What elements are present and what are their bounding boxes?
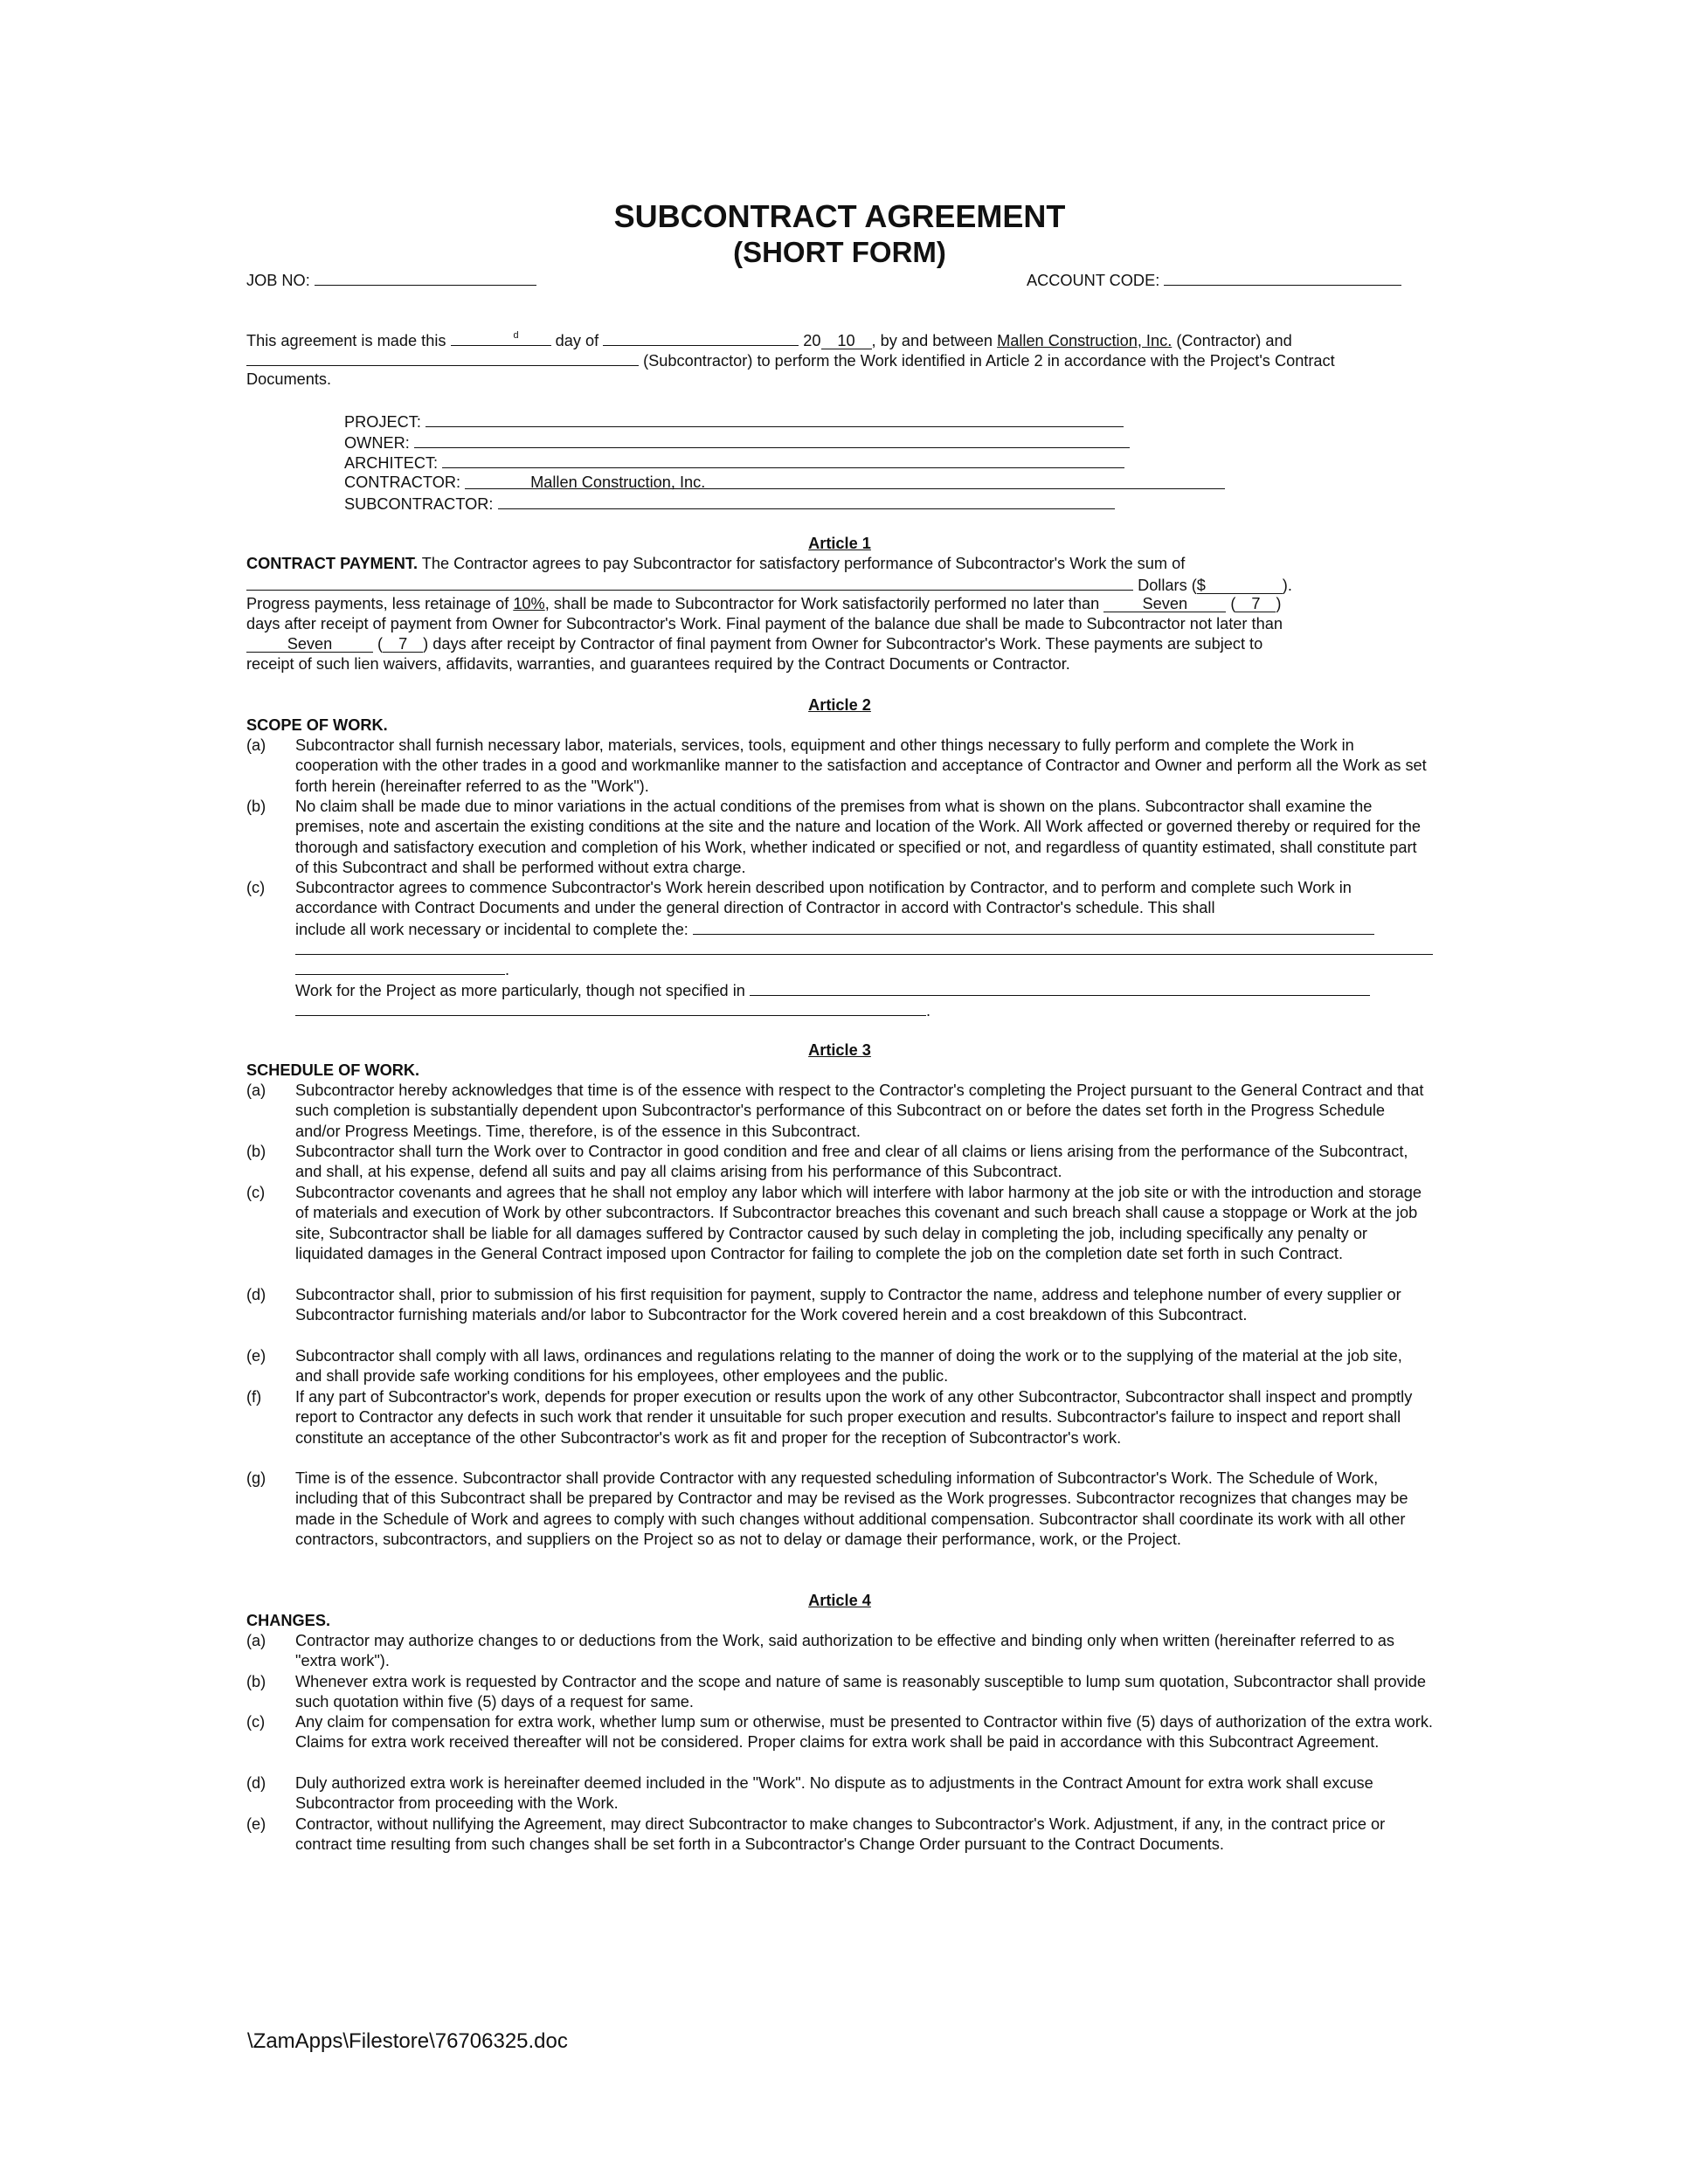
owner-label: OWNER:: [344, 434, 410, 452]
final-days-number-value: 7: [398, 635, 408, 653]
article-1-line-5: Seven ( 7 ) days after receipt by Contractor of final payment from Owner for Subcontractor's Work. These payments are subject to: [246, 634, 1263, 654]
architect-field[interactable]: [442, 452, 1124, 468]
article-2-title: SCOPE OF WORK.: [246, 716, 388, 734]
progress-days-word-value: Seven: [1142, 595, 1188, 612]
article-1-title: CONTRACT PAYMENT.: [246, 555, 419, 572]
article-3-title: SCHEDULE OF WORK.: [246, 1061, 420, 1079]
scope-field-row-5: .: [295, 999, 930, 1021]
final-days-words[interactable]: [246, 636, 373, 653]
file-path-footer: \ZamApps\Filestore\76706325.doc: [247, 2029, 568, 2053]
intro-line-1: [246, 329, 1292, 351]
item-label: (b): [246, 798, 266, 815]
contractor-row: [344, 473, 1225, 493]
subcontractor-field[interactable]: [246, 349, 639, 366]
sum-words-field[interactable]: [246, 574, 1133, 591]
item-text: Duly authorized extra work is hereinafter deemed included in the "Work". No dispute as to adjustments in the Contract Amount for extra work shall excuse Subcontractor from proceeding with the Work.: [295, 1774, 1373, 1813]
item-label: (g): [246, 1469, 266, 1487]
item-text: Subcontractor shall, prior to submission of his first requisition for payment, supply to Contractor the name, address and telephone number of every supplier or Subcontractor furnishing materials and/or labor to Subcontractor for the Work covered herein and a cost breakdown of this Subcontract.: [295, 1286, 1401, 1324]
article-4-title: CHANGES.: [246, 1612, 330, 1629]
item-text: Contractor may authorize changes to or deductions from the Work, said authorization to be effective and binding only when written (hereinafter referred to as "extra work").: [295, 1632, 1394, 1670]
job-no-field[interactable]: [315, 269, 536, 286]
scope-field-1[interactable]: [693, 918, 1374, 935]
item-text: Subcontractor shall turn the Work over to Contractor in good condition and free and clear of all claims or liens arising from the performance of the Subcontract, and shall, at his expense, defend all suits and pay all claims arising from his performance of this Subcontract.: [295, 1143, 1408, 1181]
scope-field-2[interactable]: [295, 938, 1433, 955]
contractor-label: CONTRACTOR:: [344, 473, 461, 491]
year-prefix: 20: [803, 332, 821, 349]
item-text: Subcontractor agrees to commence Subcontractor's Work herein described upon notification by Contractor, and to perform and complete such Work in accordance with Contract Documents and under the general direction of Contractor in accord with Contractor's schedule. This shall: [295, 879, 1352, 917]
intro-text: , by and between: [871, 332, 993, 349]
scope-field-5[interactable]: [295, 999, 926, 1016]
year-value: 10: [837, 332, 855, 349]
item-label: (f): [246, 1388, 262, 1406]
account-code-field[interactable]: [1164, 269, 1401, 286]
item-label: (a): [246, 1082, 266, 1099]
item-text: Any claim for compensation for extra work, whether lump sum or otherwise, must be presented to Contractor within five (5) days of authorization of the extra work. Claims for extra work received thereafter will not be considered. Proper claims for extra work shall be paid in accordance with this Subcontract Agreement.: [295, 1713, 1433, 1752]
article-1-line-3: Progress payments, less retainage of 10%, shall be made to Subcontractor for Work satisfactorily performed no later than Seven ( 7 ): [246, 595, 1282, 612]
job-no-row: [246, 269, 536, 291]
article-1-line-4: days after receipt of payment from Owner for Subcontractor's Work. Final payment of the balance due shall be made to Subcontractor not later than: [246, 615, 1283, 632]
item-label: (c): [246, 1713, 266, 1731]
contractor-name: Mallen Construction, Inc.: [997, 332, 1173, 349]
progress-days-words[interactable]: [1103, 596, 1226, 612]
dollars-label: Dollars (: [1138, 577, 1197, 594]
document-title: SUBCONTRACT AGREEMENT: [613, 198, 1066, 234]
item-label: (c): [246, 879, 266, 896]
architect-label: ARCHITECT:: [344, 454, 439, 472]
item-label: (d): [246, 1774, 266, 1792]
item-text: No claim shall be made due to minor variations in the actual conditions of the premises from what is shown on the plans. Subcontractor shall examine the premises, note and ascertain the existing conditions at the site and the nature and location of the Work. All Work affected or governed thereby or required for the thorough and satisfactory execution and completion of his Work, whether indicated or specified or not, and regardless of quantity estimated, shall constitute part of this Subcontract and shall be performed without extra charge.: [295, 798, 1422, 877]
progress-days-number[interactable]: [1235, 596, 1276, 612]
article-1-text: days after receipt by Contractor of final payment from Owner for Subcontractor's Work. These payments are subject to: [432, 635, 1263, 653]
item-text: If any part of Subcontractor's work, depends for proper execution or results upon the work of any other Subcontractor, Subcontractor shall inspect and promptly report to Contractor any defects in such work that render it unsuitable for such proper execution and results. Subcontractor's failure to inspect and report shall constitute an acceptance of the other Subcontractor's work as fit and proper for the reception of Subcontractor's work.: [295, 1388, 1413, 1447]
final-days-number[interactable]: [383, 636, 423, 653]
subcontractor-row: [344, 493, 1115, 515]
article-1-text: The Contractor agrees to pay Subcontractor for satisfactory performance of Subcontractor's Work the sum of: [421, 555, 1186, 572]
article-1-text: , shall be made to Subcontractor for Work satisfactorily performed no later than: [544, 595, 1100, 612]
item-label: (c): [246, 1184, 266, 1201]
retainage-value: 10%: [513, 595, 545, 612]
item-label: (d): [246, 1286, 266, 1303]
architect-row: [344, 452, 1124, 473]
dollar-sign: $: [1196, 577, 1206, 594]
contractor-value: Mallen Construction, Inc.: [530, 473, 706, 491]
account-code-label: ACCOUNT CODE:: [1027, 272, 1160, 289]
item-text: Whenever extra work is requested by Contractor and the scope and nature of same is reasonably susceptible to lump sum quotation, Subcontractor shall provide such quotation within five (5) days of a request for same.: [295, 1673, 1427, 1711]
progress-days-number-value: 7: [1251, 595, 1261, 612]
item-label: (b): [246, 1673, 266, 1690]
item-label: (a): [246, 736, 266, 754]
article-2-heading: Article 2: [808, 696, 871, 714]
item-label: (b): [246, 1143, 266, 1160]
scope-field-row-3: .: [295, 958, 509, 980]
article-3-heading: Article 3: [808, 1041, 871, 1059]
item-text: Time is of the essence. Subcontractor shall provide Contractor with any requested scheduling information of Subcontractor's Work. The Schedule of Work, including that of this Subcontract shall be prepared by Contractor and may be revised as the Work progresses. Subcontractor recognizes that changes may be made in the Schedule of Work and agrees to comply with such changes without additional compensation. Subcontractor shall coordinate its work with all other contractors, subcontractors, and suppliers on the Project so as not to delay or damage their performance, work, or the Project.: [295, 1469, 1408, 1549]
job-no-label: JOB NO:: [246, 272, 310, 289]
item-label: (e): [246, 1347, 266, 1365]
scope-include-label: include all work necessary or incidental to complete the:: [295, 921, 688, 938]
item-label: (a): [246, 1632, 266, 1649]
intro-line-3: Documents.: [246, 370, 332, 388]
account-code-row: [1027, 269, 1401, 291]
project-field[interactable]: [425, 411, 1124, 427]
day-field[interactable]: [451, 329, 551, 346]
scope-work-row: [295, 979, 1370, 1001]
article-1-heading: Article 1: [808, 535, 871, 552]
final-days-word-value: Seven: [287, 635, 333, 653]
intro-text: (Subcontractor) to perform the Work identified in Article 2 in accordance with the Project's Contract: [643, 352, 1335, 370]
intro-text: This agreement is made this: [246, 332, 446, 349]
intro-line-2: [246, 349, 1335, 371]
article-1-line-6: receipt of such lien waivers, affidavits, warranties, and guarantees required by the Contract Documents or Contractor.: [246, 655, 1070, 673]
project-label: PROJECT:: [344, 413, 421, 431]
article-4-heading: Article 4: [808, 1592, 871, 1609]
scope-field-row-2: [295, 938, 1433, 960]
subcontractor-party-field[interactable]: [498, 493, 1115, 509]
project-row: [344, 411, 1124, 432]
item-text: Subcontractor shall comply with all laws, ordinances and regulations relating to the manner of doing the work or to the supplying of the material at the job site, and shall provide safe working conditions for his employees, other employees and the public.: [295, 1347, 1402, 1386]
subcontractor-label: SUBCONTRACTOR:: [344, 495, 494, 513]
item-text: Subcontractor covenants and agrees that he shall not employ any labor which will interfere with labor harmony at the job site or with the introduction and storage of materials and execution of Work by other subcontractors. If Subcontractor breaches this covenant and such breach shall cause a stoppage or Work at the job site, Subcontractor shall be liable for all damages suffered by Contractor caused by such delay in completing the job, including specifically any penalty or liquidated damages in the General Contract imposed upon Contractor for failing to complete the job on the completion date set forth in such Contract.: [295, 1184, 1422, 1263]
scope-field-4[interactable]: [750, 979, 1370, 996]
item-text: Subcontractor shall furnish necessary labor, materials, services, tools, equipment and other things necessary to fully perform and complete the Work in cooperation with the other trades in a good and workmanlike manner to the satisfaction and acceptance of Contractor and Owner and perform all the Work as set forth herein (hereinafter referred to as the "Work").: [295, 736, 1427, 795]
article-1-text: ).: [1282, 577, 1292, 594]
scope-work-label: Work for the Project as more particularly, though not specified in: [295, 982, 745, 999]
item-label: (e): [246, 1815, 266, 1833]
item-text: Contractor, without nullifying the Agreement, may direct Subcontractor to make changes to Subcontractor's Work. Adjustment, if any, in the contract price or contract time resulting from such changes shall be set forth in a Subcontractor's Change Order pursuant to the Contract Documents.: [295, 1815, 1386, 1854]
owner-field[interactable]: [414, 432, 1130, 448]
article-1-line-2: [246, 574, 1292, 596]
owner-row: [344, 432, 1130, 453]
contractor-field[interactable]: [465, 473, 1225, 489]
article-1-text: Progress payments, less retainage of: [246, 595, 509, 612]
scope-include-row: [295, 918, 1374, 940]
day-value: d: [513, 330, 519, 341]
month-field[interactable]: [603, 329, 799, 346]
intro-text: (Contractor) and: [1176, 332, 1292, 349]
sum-amount-field[interactable]: [1197, 577, 1283, 594]
article-1-line-1: [246, 554, 1185, 574]
year-field[interactable]: [821, 333, 872, 349]
intro-text: day of: [555, 332, 599, 349]
scope-field-3[interactable]: [295, 958, 505, 975]
document-subtitle: (SHORT FORM): [733, 236, 946, 268]
item-text: Subcontractor hereby acknowledges that time is of the essence with respect to the Contractor's completing the Project pursuant to the General Contract and that such completion is substantially dependent upon Subcontractor's performance of this Subcontract on or before the dates set forth in the Progress Schedule and/or Progress Meetings. Time, therefore, is of the essence in this Subcontract.: [295, 1082, 1424, 1140]
